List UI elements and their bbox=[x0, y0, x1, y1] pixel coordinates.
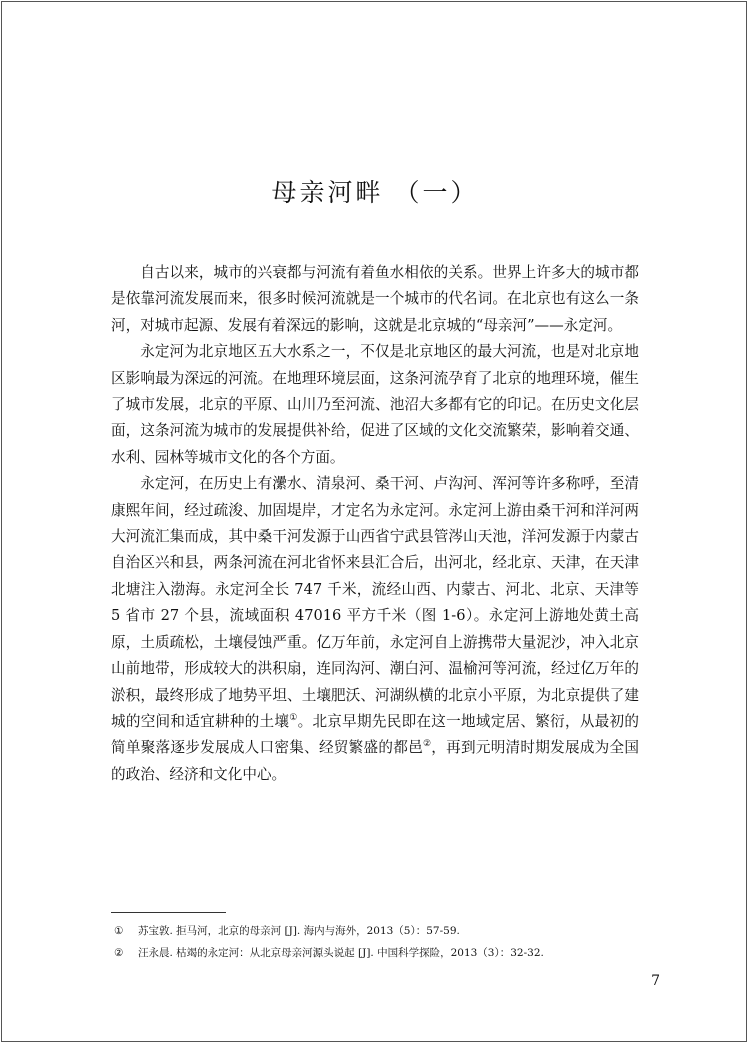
body-text bbox=[111, 260, 639, 788]
paragraph-text: ，再到元明清时期发展成为全国的政治、经济和文化中心。 bbox=[111, 739, 639, 783]
footnote-text: 汪永晨. 枯竭的永定河：从北京母亲河源头说起 [J]. 中国科学探险，2013（3）：32-32. bbox=[138, 947, 544, 959]
paragraph-1 bbox=[111, 260, 639, 339]
footnote-ref-2[interactable]: ② bbox=[422, 739, 432, 750]
page-number: 7 bbox=[651, 973, 660, 989]
footnote-mark: ① bbox=[114, 925, 124, 937]
footnote-ref-1[interactable]: ① bbox=[289, 712, 298, 723]
footnote-1 bbox=[114, 920, 658, 942]
paragraph-text: 自古以来，城市的兴衰都与河流有着鱼水相依的关系。世界上许多大的城市都是依靠河流发展而来，很多时候河流就是一个城市的代名词。在北京也有这么一条河，对城市起源、发展有着深远的影响，这就是北京城的“母亲河”——永定河。 bbox=[111, 264, 639, 334]
footnote-text: 苏宝敦. 拒马河，北京的母亲河 [J]. 海内与海外，2013（5）：57-59. bbox=[138, 925, 460, 937]
footnotes bbox=[114, 920, 658, 964]
paragraph-3 bbox=[111, 471, 639, 788]
paragraph-2 bbox=[111, 339, 639, 471]
paragraph-text: 。北京早期先民即在这一地域定居、繁衍，从最初的简单聚落逐步发展成人口密集、经贸繁盛的都邑 bbox=[111, 712, 639, 757]
footnote-2 bbox=[114, 942, 658, 964]
footnote-divider bbox=[111, 912, 226, 913]
paragraph-text: 永定河为北京地区五大水系之一，不仅是北京地区的最大河流，也是对北京地区影响最为深远的河流。在地理环境层面，这条河流孕育了北京的地理环境，催生了城市发展，北京的平原、山川乃至河流、池沼大多都有它的印记。在历史文化层面，这条河流为城市的发展提供补给，促进了区域的文化交流繁荣，影响着交通、水利、园林等城市文化的各个方面。 bbox=[111, 343, 639, 466]
page-title: 母亲河畔 （一） bbox=[271, 178, 479, 207]
paragraph-text: 永定河，在历史上有㶟水、清泉河、桑干河、卢沟河、浑河等许多称呼，至清康熙年间，经过疏浚、加固堤岸，才定名为永定河。永定河上游由桑干河和洋河两大河流汇集而成，其中桑干河发源于山西省宁武县管涔山天池，洋河发源于内蒙古自治区兴和县，两条河流在河北省怀来县汇合后，出河北，经北京、天津，在天津北塘注入渤海。永定河全长 747 千米，流经山西、内蒙古、河北、北京、天津等 5 省市 27 个县，流域面积 47016 平方千米（图 1-6）。永定河上游地处黄土高原，土质疏松，土壤侵蚀严重。亿万年前，永定河自上游携带大量泥沙，冲入北京山前地带，形成较大的洪积扇，连同沟河、潮白河、温榆河等河流，经过亿万年的淤积，最终形成了地势平坦、土壤肥沃、河湖纵横的北京小平原，为北京提供了建城的空间和适宜耕种的土壤 bbox=[111, 475, 639, 730]
footnote-mark: ② bbox=[114, 947, 124, 959]
